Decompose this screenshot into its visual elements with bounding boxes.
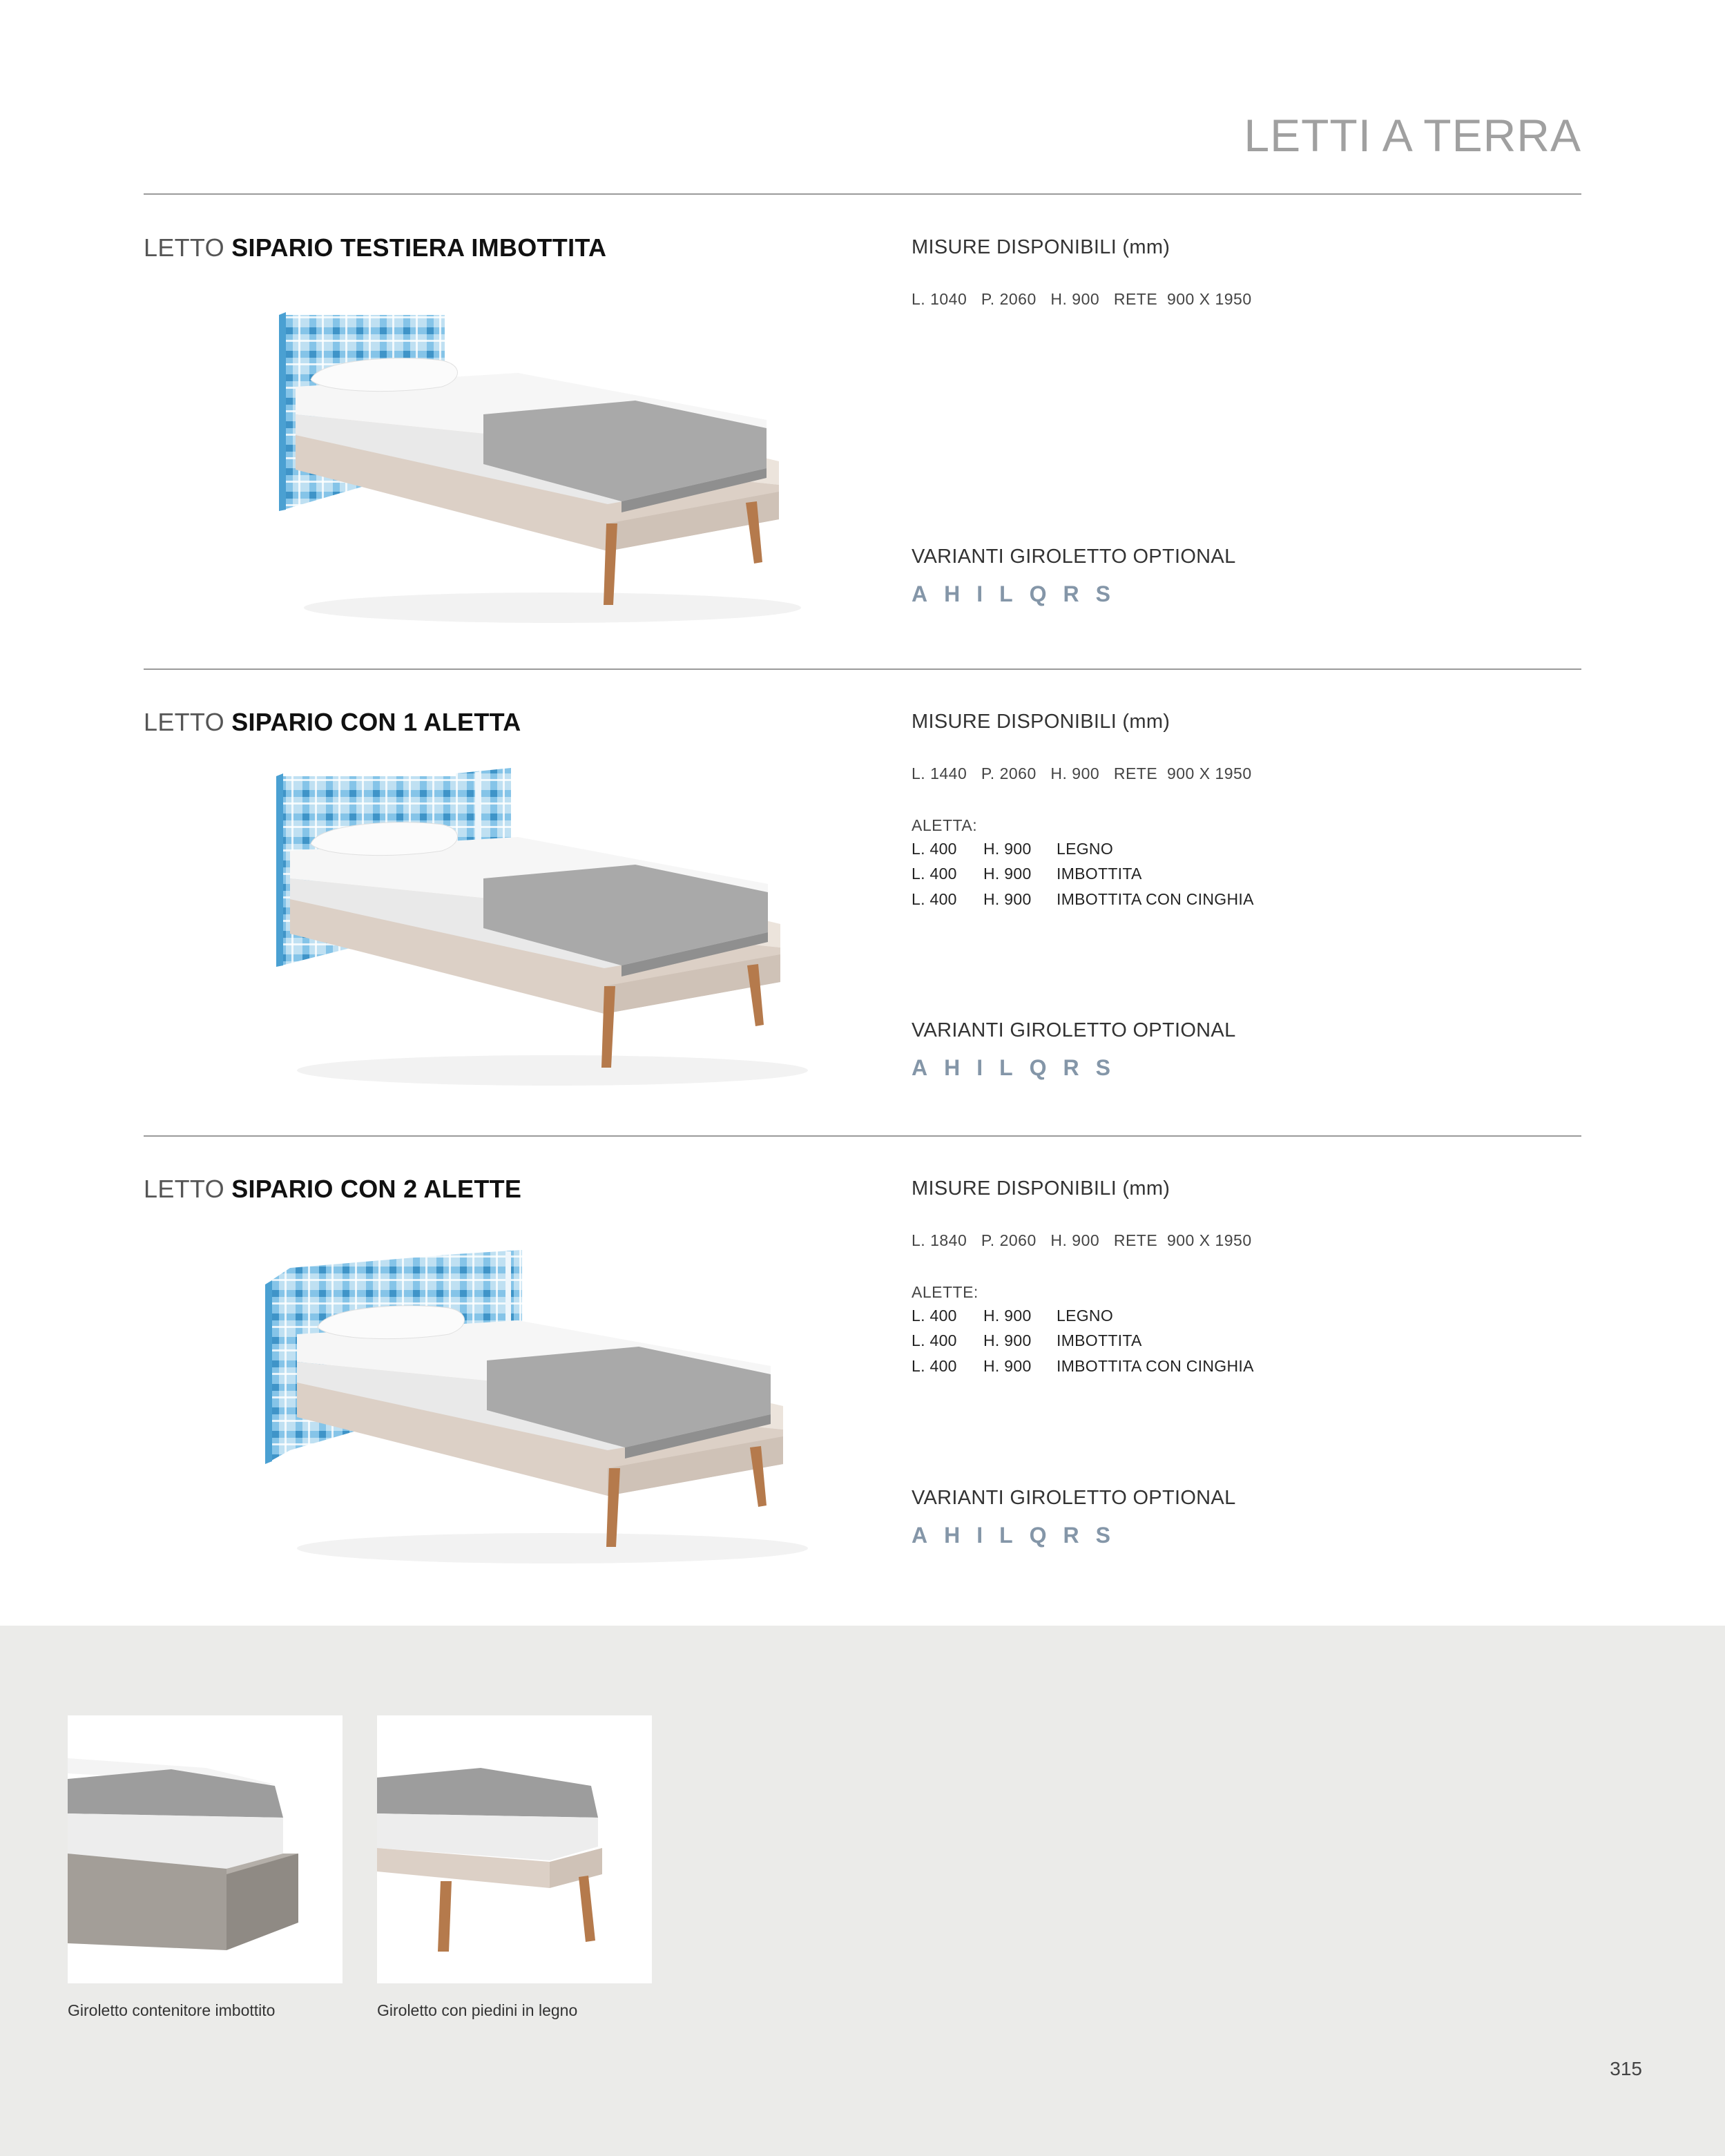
thumbnail-caption: Giroletto con piedini in legno <box>377 2001 578 2019</box>
product-title-main: SIPARIO CON 2 ALETTE <box>231 1175 522 1203</box>
bed-headboard-icon <box>262 304 815 628</box>
wing-length: L. 400 <box>912 1307 957 1325</box>
variants-heading: VARIANTI GIROLETTO OPTIONAL <box>912 1019 1236 1041</box>
thumbnail-caption: Giroletto contenitore imbottito <box>68 2001 276 2019</box>
dimensions-line: L. 1040 P. 2060 H. 900 RETE 900 X 1950 <box>912 290 1252 308</box>
wing-height: H. 900 <box>983 1331 1032 1349</box>
page-number: 315 <box>1610 2058 1642 2079</box>
dimensions-line: L. 1840 P. 2060 H. 900 RETE 900 X 1950 <box>912 1231 1252 1249</box>
header-divider <box>144 193 1581 195</box>
wing-length: L. 400 <box>912 865 957 883</box>
product-title <box>144 708 521 737</box>
product-title <box>144 233 606 262</box>
section-divider <box>144 668 1581 670</box>
thumbnail <box>377 1715 652 1983</box>
wing-length: L. 400 <box>912 1357 957 1375</box>
product-title-main: SIPARIO TESTIERA IMBOTTITA <box>231 233 607 262</box>
wings-label: ALETTE: <box>912 1283 979 1301</box>
product-title <box>144 1175 521 1204</box>
wing-row <box>912 890 1254 909</box>
product-title-prefix: LETTO <box>144 1175 224 1203</box>
section-divider <box>144 1135 1581 1137</box>
upholstered-storage-frame-icon <box>68 1715 343 1983</box>
product-title-prefix: LETTO <box>144 708 224 736</box>
thumbnail <box>68 1715 343 1983</box>
wing-type: IMBOTTITA CON CINGHIA <box>1057 890 1254 908</box>
wing-row <box>912 840 1113 858</box>
variants-heading: VARIANTI GIROLETTO OPTIONAL <box>912 546 1236 568</box>
wing-height: H. 900 <box>983 890 1032 908</box>
wing-length: L. 400 <box>912 840 957 858</box>
variants-heading: VARIANTI GIROLETTO OPTIONAL <box>912 1487 1236 1509</box>
wing-type: IMBOTTITA CON CINGHIA <box>1057 1357 1254 1375</box>
bed-two-wings-icon <box>249 1243 822 1568</box>
wing-height: H. 900 <box>983 840 1032 858</box>
page-title: LETTI A TERRA <box>1244 110 1581 161</box>
wing-length: L. 400 <box>912 890 957 908</box>
wing-type: IMBOTTITA <box>1057 1331 1142 1349</box>
wing-length: L. 400 <box>912 1331 957 1349</box>
variants-letters: AHILQRS <box>912 581 1127 606</box>
measures-heading: MISURE DISPONIBILI (mm) <box>912 1177 1170 1200</box>
wings-label: ALETTA: <box>912 816 978 834</box>
wing-row <box>912 1357 1254 1376</box>
wooden-legs-frame-icon <box>377 1715 652 1983</box>
wing-type: LEGNO <box>1057 840 1114 858</box>
dimensions-line: L. 1440 P. 2060 H. 900 RETE 900 X 1950 <box>912 764 1252 782</box>
wing-row <box>912 865 1142 883</box>
wing-height: H. 900 <box>983 865 1032 883</box>
wing-height: H. 900 <box>983 1357 1032 1375</box>
wing-row <box>912 1331 1142 1350</box>
variants-letters: AHILQRS <box>912 1523 1127 1548</box>
wing-height: H. 900 <box>983 1307 1032 1325</box>
bed-one-wing-icon <box>256 767 822 1091</box>
variants-letters: AHILQRS <box>912 1055 1127 1080</box>
measures-heading: MISURE DISPONIBILI (mm) <box>912 711 1170 733</box>
wing-row <box>912 1307 1113 1325</box>
wing-type: IMBOTTITA <box>1057 865 1142 883</box>
wing-type: LEGNO <box>1057 1307 1114 1325</box>
product-title-prefix: LETTO <box>144 233 224 262</box>
product-title-main: SIPARIO CON 1 ALETTA <box>231 708 521 736</box>
measures-heading: MISURE DISPONIBILI (mm) <box>912 236 1170 258</box>
